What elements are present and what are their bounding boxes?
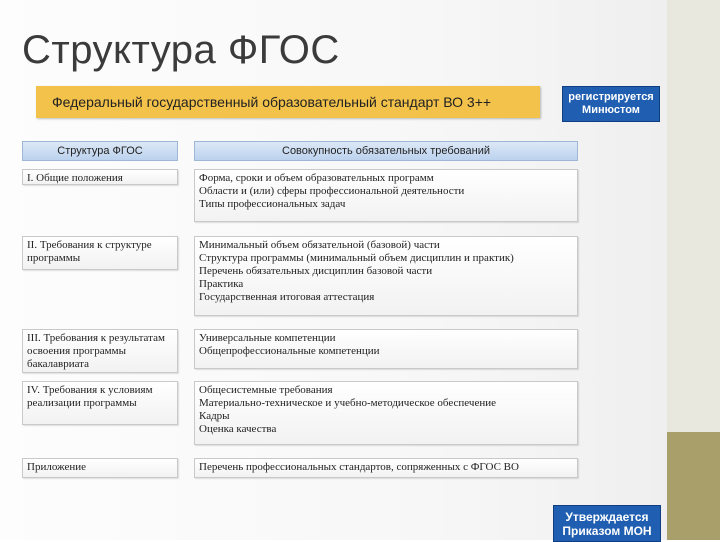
requirement-item: Перечень профессиональных стандартов, сопряженных с ФГОС ВО <box>199 461 519 473</box>
structure-cell-general <box>22 169 178 185</box>
table-header-structure: Структура ФГОС <box>22 141 178 161</box>
requirement-item: Практика <box>199 278 244 290</box>
requirement-item: Типы профессиональных задач <box>199 198 346 210</box>
side-decoration-top <box>667 0 720 432</box>
structure-cell-appendix <box>22 458 178 478</box>
banner-text: Федеральный государственный образовательный стандарт ВО 3++ <box>52 94 492 110</box>
requirements-cell-results <box>194 329 578 369</box>
slide-title: Структура ФГОС <box>22 28 340 72</box>
structure-cell-results <box>22 329 178 373</box>
requirement-item: Структура программы (минимальный объем дисциплин и практик) <box>199 252 514 264</box>
side-decoration-bottom <box>667 432 720 540</box>
table-header-requirements: Совокупность обязательных требований <box>194 141 578 161</box>
structure-label: Приложение <box>27 461 87 473</box>
structure-label: II. Требования к структуре программы <box>27 239 152 264</box>
requirements-cell-program <box>194 236 578 316</box>
requirement-item: Общепрофессиональные компетенции <box>199 345 380 357</box>
requirement-item: Перечень обязательных дисциплин базовой части <box>199 265 433 277</box>
structure-cell-conditions <box>22 381 178 425</box>
requirement-item: Государственная итоговая аттестация <box>199 291 375 303</box>
structure-cell-program <box>22 236 178 270</box>
standard-banner <box>36 86 540 118</box>
requirement-item: Минимальный объем обязательной (базовой) части <box>199 239 440 251</box>
structure-label: IV. Требования к условиям реализации программы <box>27 384 153 409</box>
requirements-cell-conditions <box>194 381 578 445</box>
requirement-item: Общесистемные требования <box>199 384 333 396</box>
structure-label: III. Требования к результатам освоения программы бакалавриата <box>27 332 165 370</box>
requirement-item: Области и (или) сферы профессиональной деятельности <box>199 185 465 197</box>
registration-note <box>562 86 660 122</box>
requirement-item: Кадры <box>199 410 230 422</box>
approval-note-line1: Утверждается <box>565 509 649 524</box>
registration-note-line1: регистрируется <box>568 91 654 103</box>
requirements-cell-general <box>194 169 578 222</box>
registration-note-line2: Минюстом <box>582 104 640 116</box>
requirement-item: Оценка качества <box>199 423 277 435</box>
approval-note-line2: Приказом МОН <box>562 523 652 538</box>
requirement-item: Материально-техническое и учебно-методическое обеспечение <box>199 397 496 409</box>
approval-note <box>553 505 661 542</box>
structure-label: I. Общие положения <box>27 172 123 184</box>
requirements-cell-appendix <box>194 458 578 478</box>
requirement-item: Форма, сроки и объем образовательных программ <box>199 172 434 184</box>
requirement-item: Универсальные компетенции <box>199 332 336 344</box>
